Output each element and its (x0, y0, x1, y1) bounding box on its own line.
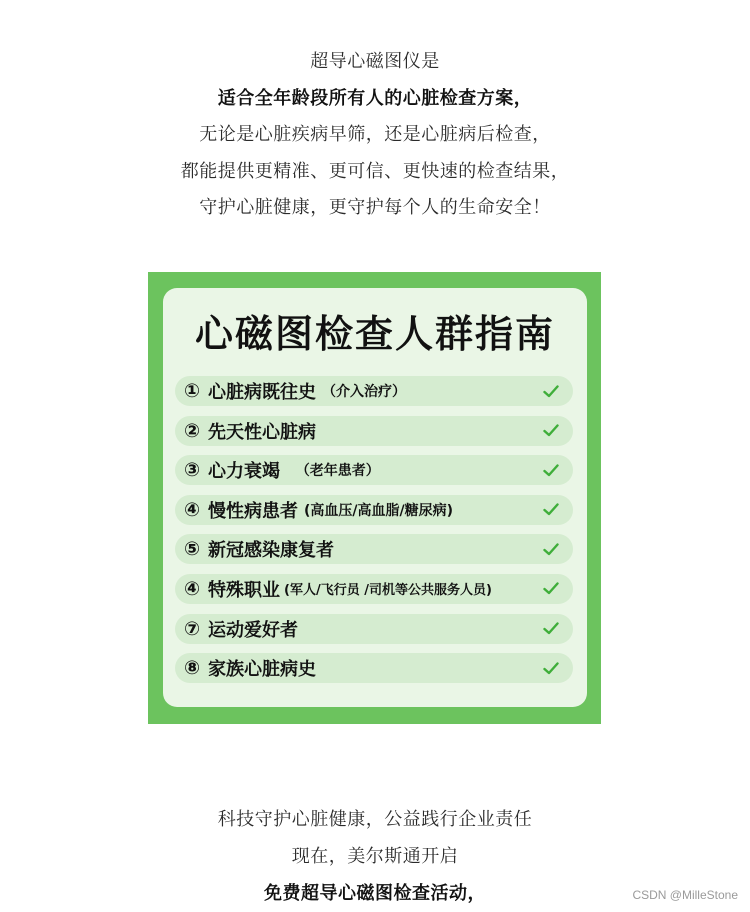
list-item-label: 运动爱好者 (208, 619, 298, 641)
list-item-note: （介入治疗） (322, 384, 406, 400)
watermark: CSDN @MilleStone (632, 888, 738, 902)
list-item-number: ④ (183, 577, 201, 600)
check-icon (541, 495, 561, 525)
intro-line-3: 无论是心脏疾病早筛，还是心脏病后检查， (199, 124, 551, 145)
list-item (175, 416, 573, 446)
check-icon (541, 416, 561, 446)
check-icon (541, 653, 561, 683)
list-item-number: ④ (183, 498, 201, 521)
outro-line-1: 科技守护心脏健康，公益践行企业责任 (217, 809, 533, 830)
list-item (175, 455, 573, 485)
intro-line-1: 超导心磁图仪是 (310, 51, 440, 72)
check-icon (541, 614, 561, 644)
list-item (175, 376, 573, 406)
guide-card-title: 心磁图检查人群指南 (194, 312, 555, 356)
list-item-label: 心脏病既往史 (208, 382, 316, 403)
outro-line-2: 现在，美尔斯通开启 (291, 846, 459, 867)
list-item (175, 574, 573, 604)
list-item (175, 534, 573, 564)
list-item-label: 家族心脏病史 (208, 659, 316, 681)
list-item-note: (高血压/高血脂/糖尿病) (304, 502, 454, 519)
list-item-note: （老年患者） (286, 463, 380, 480)
list-item-number: ⑧ (183, 657, 201, 680)
list-item-label: 心力衰竭 (208, 461, 280, 483)
guide-card-panel (163, 288, 587, 707)
guide-list (175, 376, 573, 693)
list-item (175, 495, 573, 525)
list-item-label: 先天性心脏病 (208, 421, 316, 443)
list-item-number: ① (183, 380, 201, 402)
list-item-number: ③ (183, 459, 201, 482)
outro-line-3: 免费超导心磁图检查活动， (264, 883, 486, 904)
list-item-note: (军人/飞行员 /司机等公共服务人员) (284, 583, 492, 599)
list-item-number: ⑤ (183, 538, 201, 561)
intro-line-2: 适合全年龄段所有人的心脏检查方案， (217, 87, 533, 109)
list-item-number: ⑦ (183, 617, 201, 640)
list-item-number: ② (183, 419, 201, 442)
intro-line-5: 守护心脏健康，更守护每个人的生命安全！ (199, 197, 551, 218)
intro-line-4: 都能提供更精准、更可信、更快速的检查结果， (180, 160, 570, 182)
intro-text (0, 44, 750, 227)
list-item-label: 新冠感染康复者 (208, 540, 334, 562)
check-icon (541, 534, 561, 564)
check-icon (541, 574, 561, 604)
list-item (175, 614, 573, 644)
check-icon (541, 376, 561, 406)
list-item-label: 慢性病患者 (208, 500, 298, 522)
list-item (175, 653, 573, 683)
list-item-label: 特殊职业 (208, 579, 280, 601)
guide-card (148, 272, 601, 724)
check-icon (541, 455, 561, 485)
